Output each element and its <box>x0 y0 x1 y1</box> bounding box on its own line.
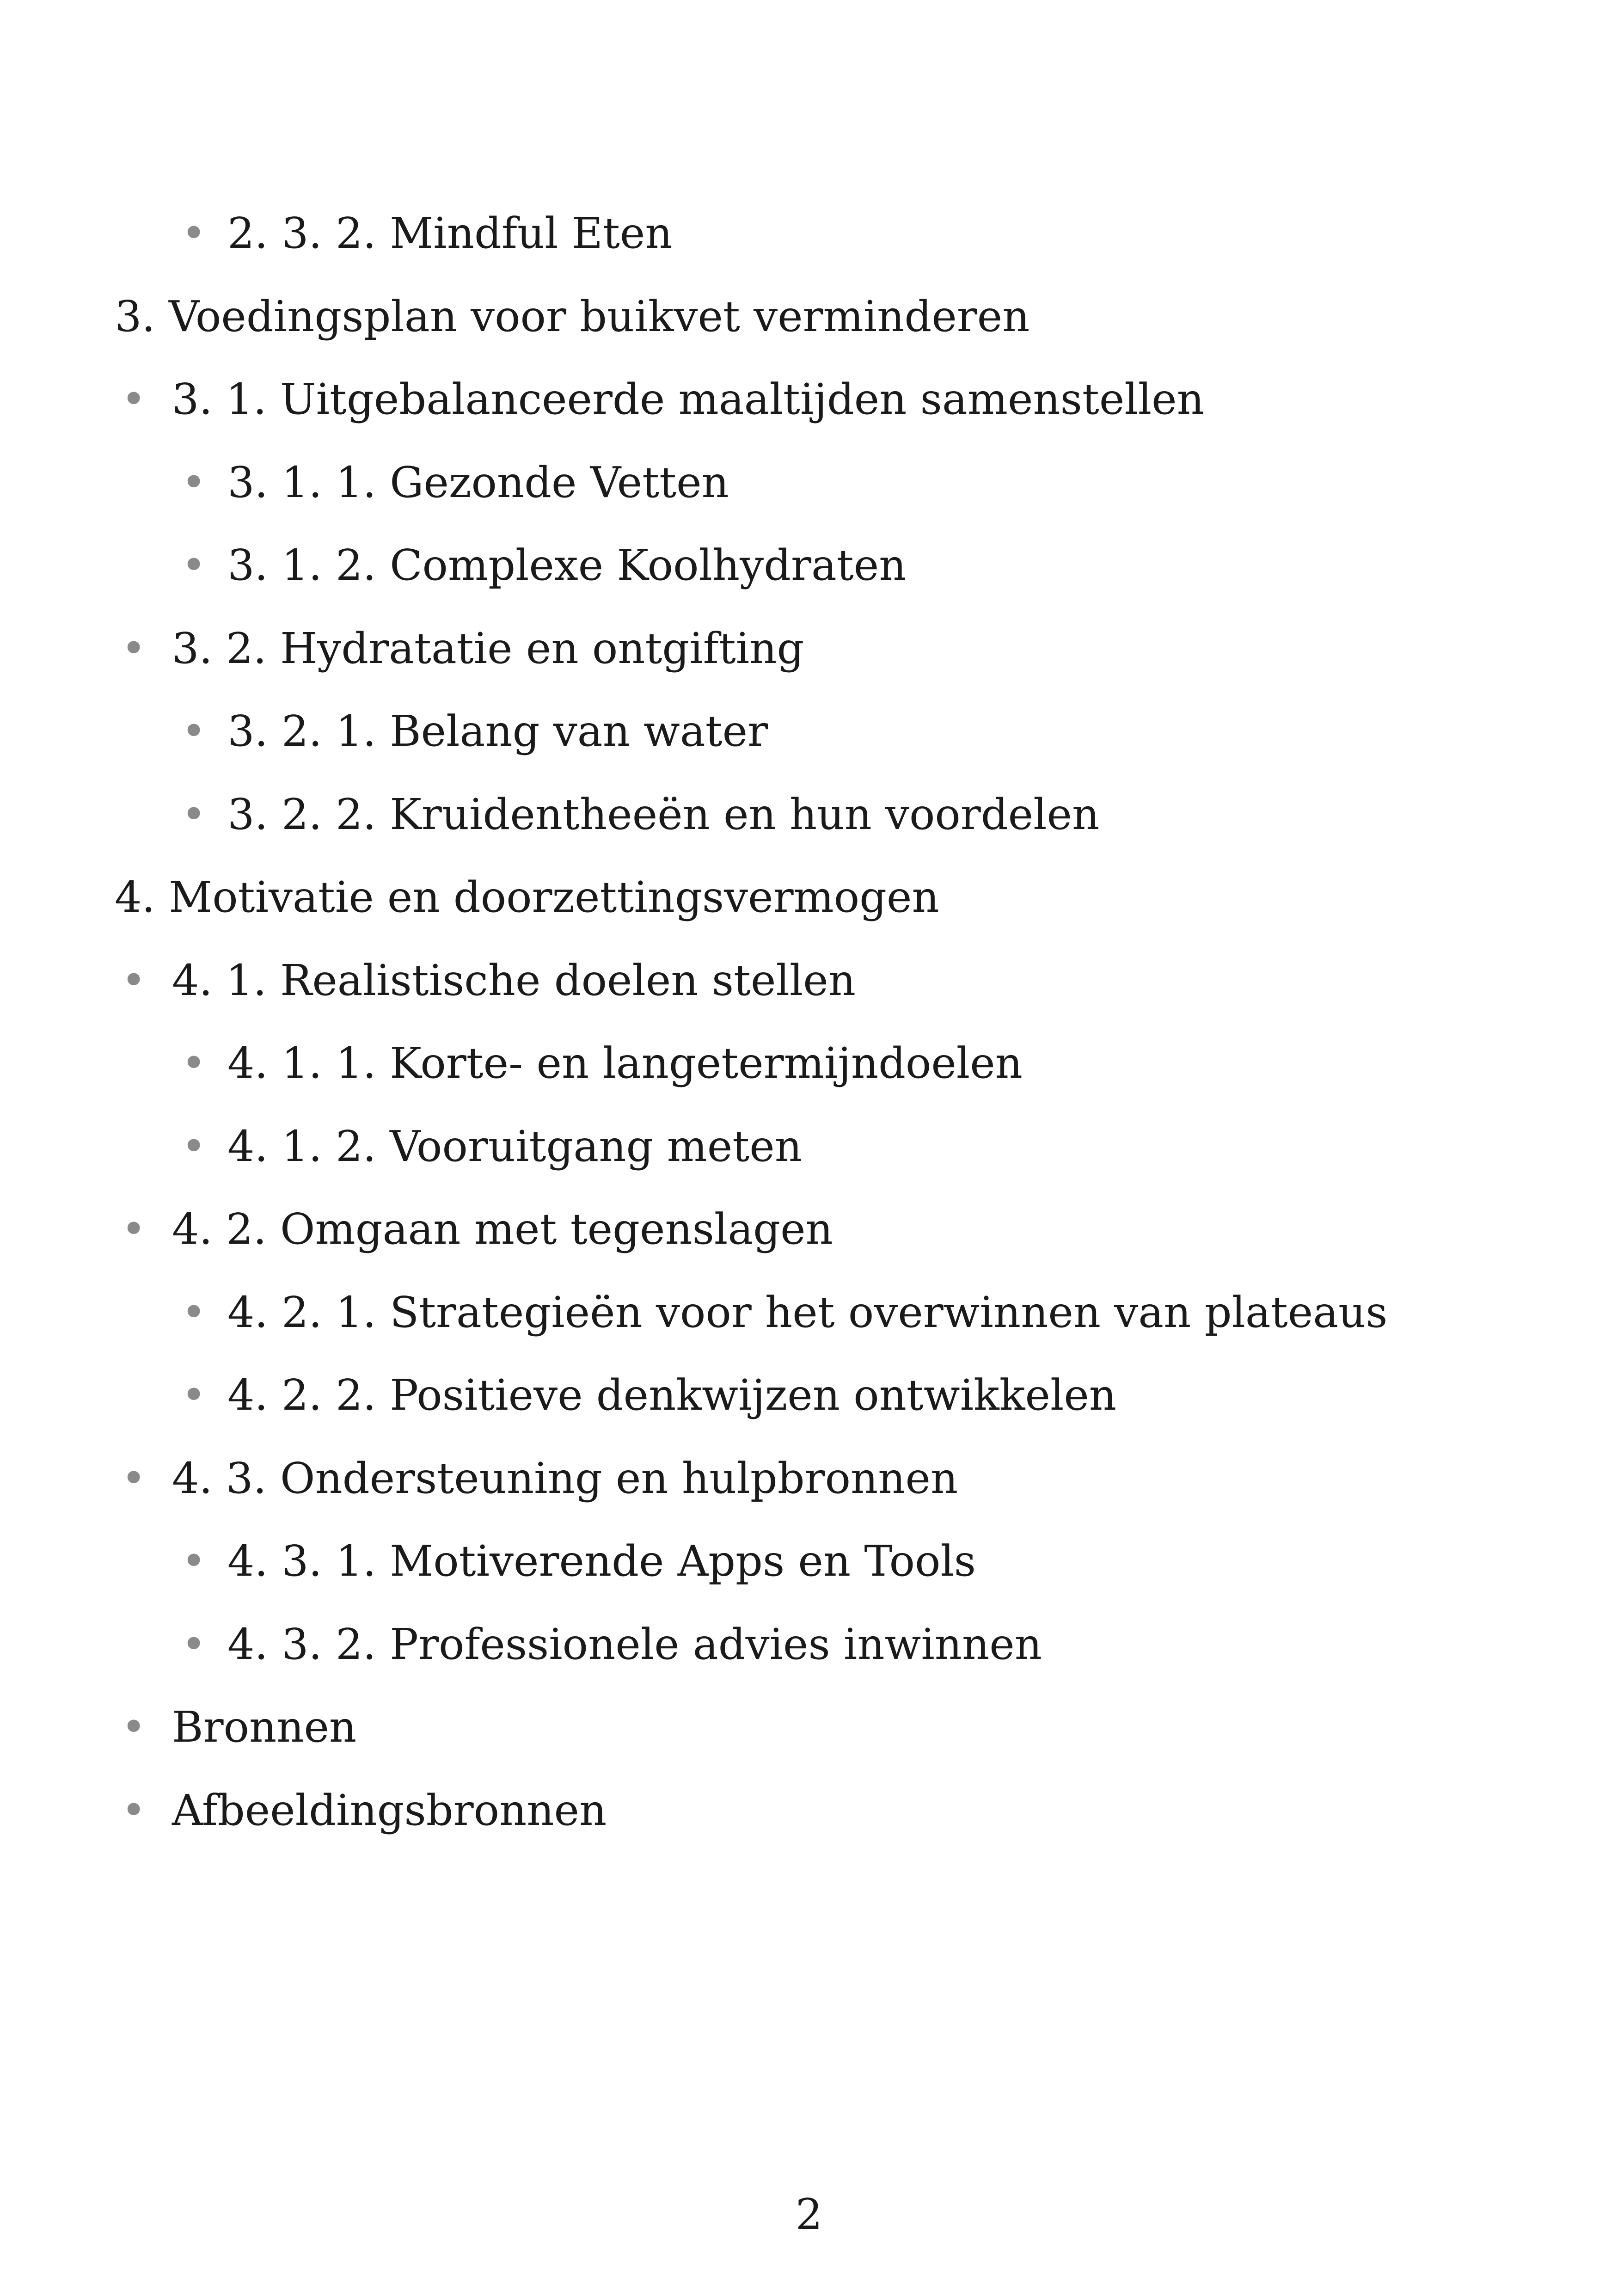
bullet-icon: • <box>181 789 207 839</box>
toc-entry[interactable] <box>0 365 1618 434</box>
bullet-icon: • <box>181 1619 207 1669</box>
toc-entry[interactable] <box>0 448 1618 517</box>
bullet-icon: • <box>181 457 207 507</box>
toc-entry-label: 4. 3. Ondersteuning en hulpbronnen <box>172 1453 958 1503</box>
toc-entry-label: 4. 3. 1. Motiverende Apps en Tools <box>227 1536 976 1586</box>
toc-entry[interactable] <box>0 863 1618 932</box>
bullet-icon: • <box>181 1121 207 1171</box>
toc-entry-label: 4. 2. 1. Strategieën voor het overwinnen van plateaus <box>227 1287 1388 1337</box>
toc-entry-label: 2. 3. 2. Mindful Eten <box>227 209 673 258</box>
toc-entry-label: 4. 2. Omgaan met tegenslagen <box>172 1204 833 1254</box>
bullet-icon: • <box>121 1702 147 1752</box>
toc-entry[interactable] <box>0 1278 1618 1347</box>
bullet-icon: • <box>181 706 207 756</box>
toc-entry[interactable] <box>0 199 1618 268</box>
page-number: 2 <box>795 2190 823 2239</box>
toc-entry[interactable] <box>0 1195 1618 1264</box>
toc-entry-label: 4. 1. 1. Korte- en langetermijndoelen <box>227 1038 1023 1088</box>
toc-entry[interactable] <box>0 614 1618 683</box>
bullet-icon: • <box>121 1453 147 1503</box>
toc-entry-label: 3. Voedingsplan voor buikvet verminderen <box>115 291 1030 341</box>
bullet-icon: • <box>121 374 147 424</box>
toc-entry[interactable] <box>0 1112 1618 1181</box>
bullet-icon: • <box>181 209 207 258</box>
toc-entry-label: Afbeeldingsbronnen <box>172 1785 607 1835</box>
toc-entry-label: 4. 1. 2. Vooruitgang meten <box>227 1121 802 1171</box>
toc-entry-label: 4. Motivatie en doorzettingsvermogen <box>115 872 939 922</box>
bullet-icon: • <box>181 1038 207 1088</box>
toc-entry-label: 4. 1. Realistische doelen stellen <box>172 955 856 1005</box>
toc-entry[interactable] <box>0 1610 1618 1679</box>
bullet-icon: • <box>121 1204 147 1254</box>
bullet-icon: • <box>121 623 147 673</box>
bullet-icon: • <box>181 1287 207 1337</box>
toc-entry[interactable] <box>0 1527 1618 1596</box>
toc-entry-label: 4. 2. 2. Positieve denkwijzen ontwikkelen <box>227 1370 1117 1420</box>
bullet-icon: • <box>181 1370 207 1420</box>
toc-entry-label: 3. 2. Hydratatie en ontgifting <box>172 623 804 673</box>
toc-entry-label: 3. 1. Uitgebalanceerde maaltijden samenstellen <box>172 374 1204 424</box>
bullet-icon: • <box>121 955 147 1005</box>
toc-entry[interactable] <box>0 1444 1618 1513</box>
toc-entry-label: Bronnen <box>172 1702 357 1752</box>
toc-entry[interactable] <box>0 780 1618 849</box>
toc-entry-label: 3. 2. 1. Belang van water <box>227 706 768 756</box>
toc-entry-label: 3. 2. 2. Kruidentheeën en hun voordelen <box>227 789 1100 839</box>
toc-entry-label: 3. 1. 2. Complexe Koolhydraten <box>227 540 907 590</box>
toc-entry[interactable] <box>0 282 1618 351</box>
toc-entry-label: 4. 3. 2. Professionele advies inwinnen <box>227 1619 1042 1669</box>
toc-entry[interactable] <box>0 1029 1618 1098</box>
toc-entry[interactable] <box>0 1776 1618 1845</box>
toc-entry[interactable] <box>0 1693 1618 1762</box>
bullet-icon: • <box>181 1536 207 1586</box>
toc-entry[interactable] <box>0 531 1618 600</box>
bullet-icon: • <box>121 1785 147 1835</box>
bullet-icon: • <box>181 540 207 590</box>
toc-entry-label: 3. 1. 1. Gezonde Vetten <box>227 457 729 507</box>
toc-entry[interactable] <box>0 697 1618 766</box>
toc-entry[interactable] <box>0 1361 1618 1430</box>
toc-entry[interactable] <box>0 946 1618 1015</box>
